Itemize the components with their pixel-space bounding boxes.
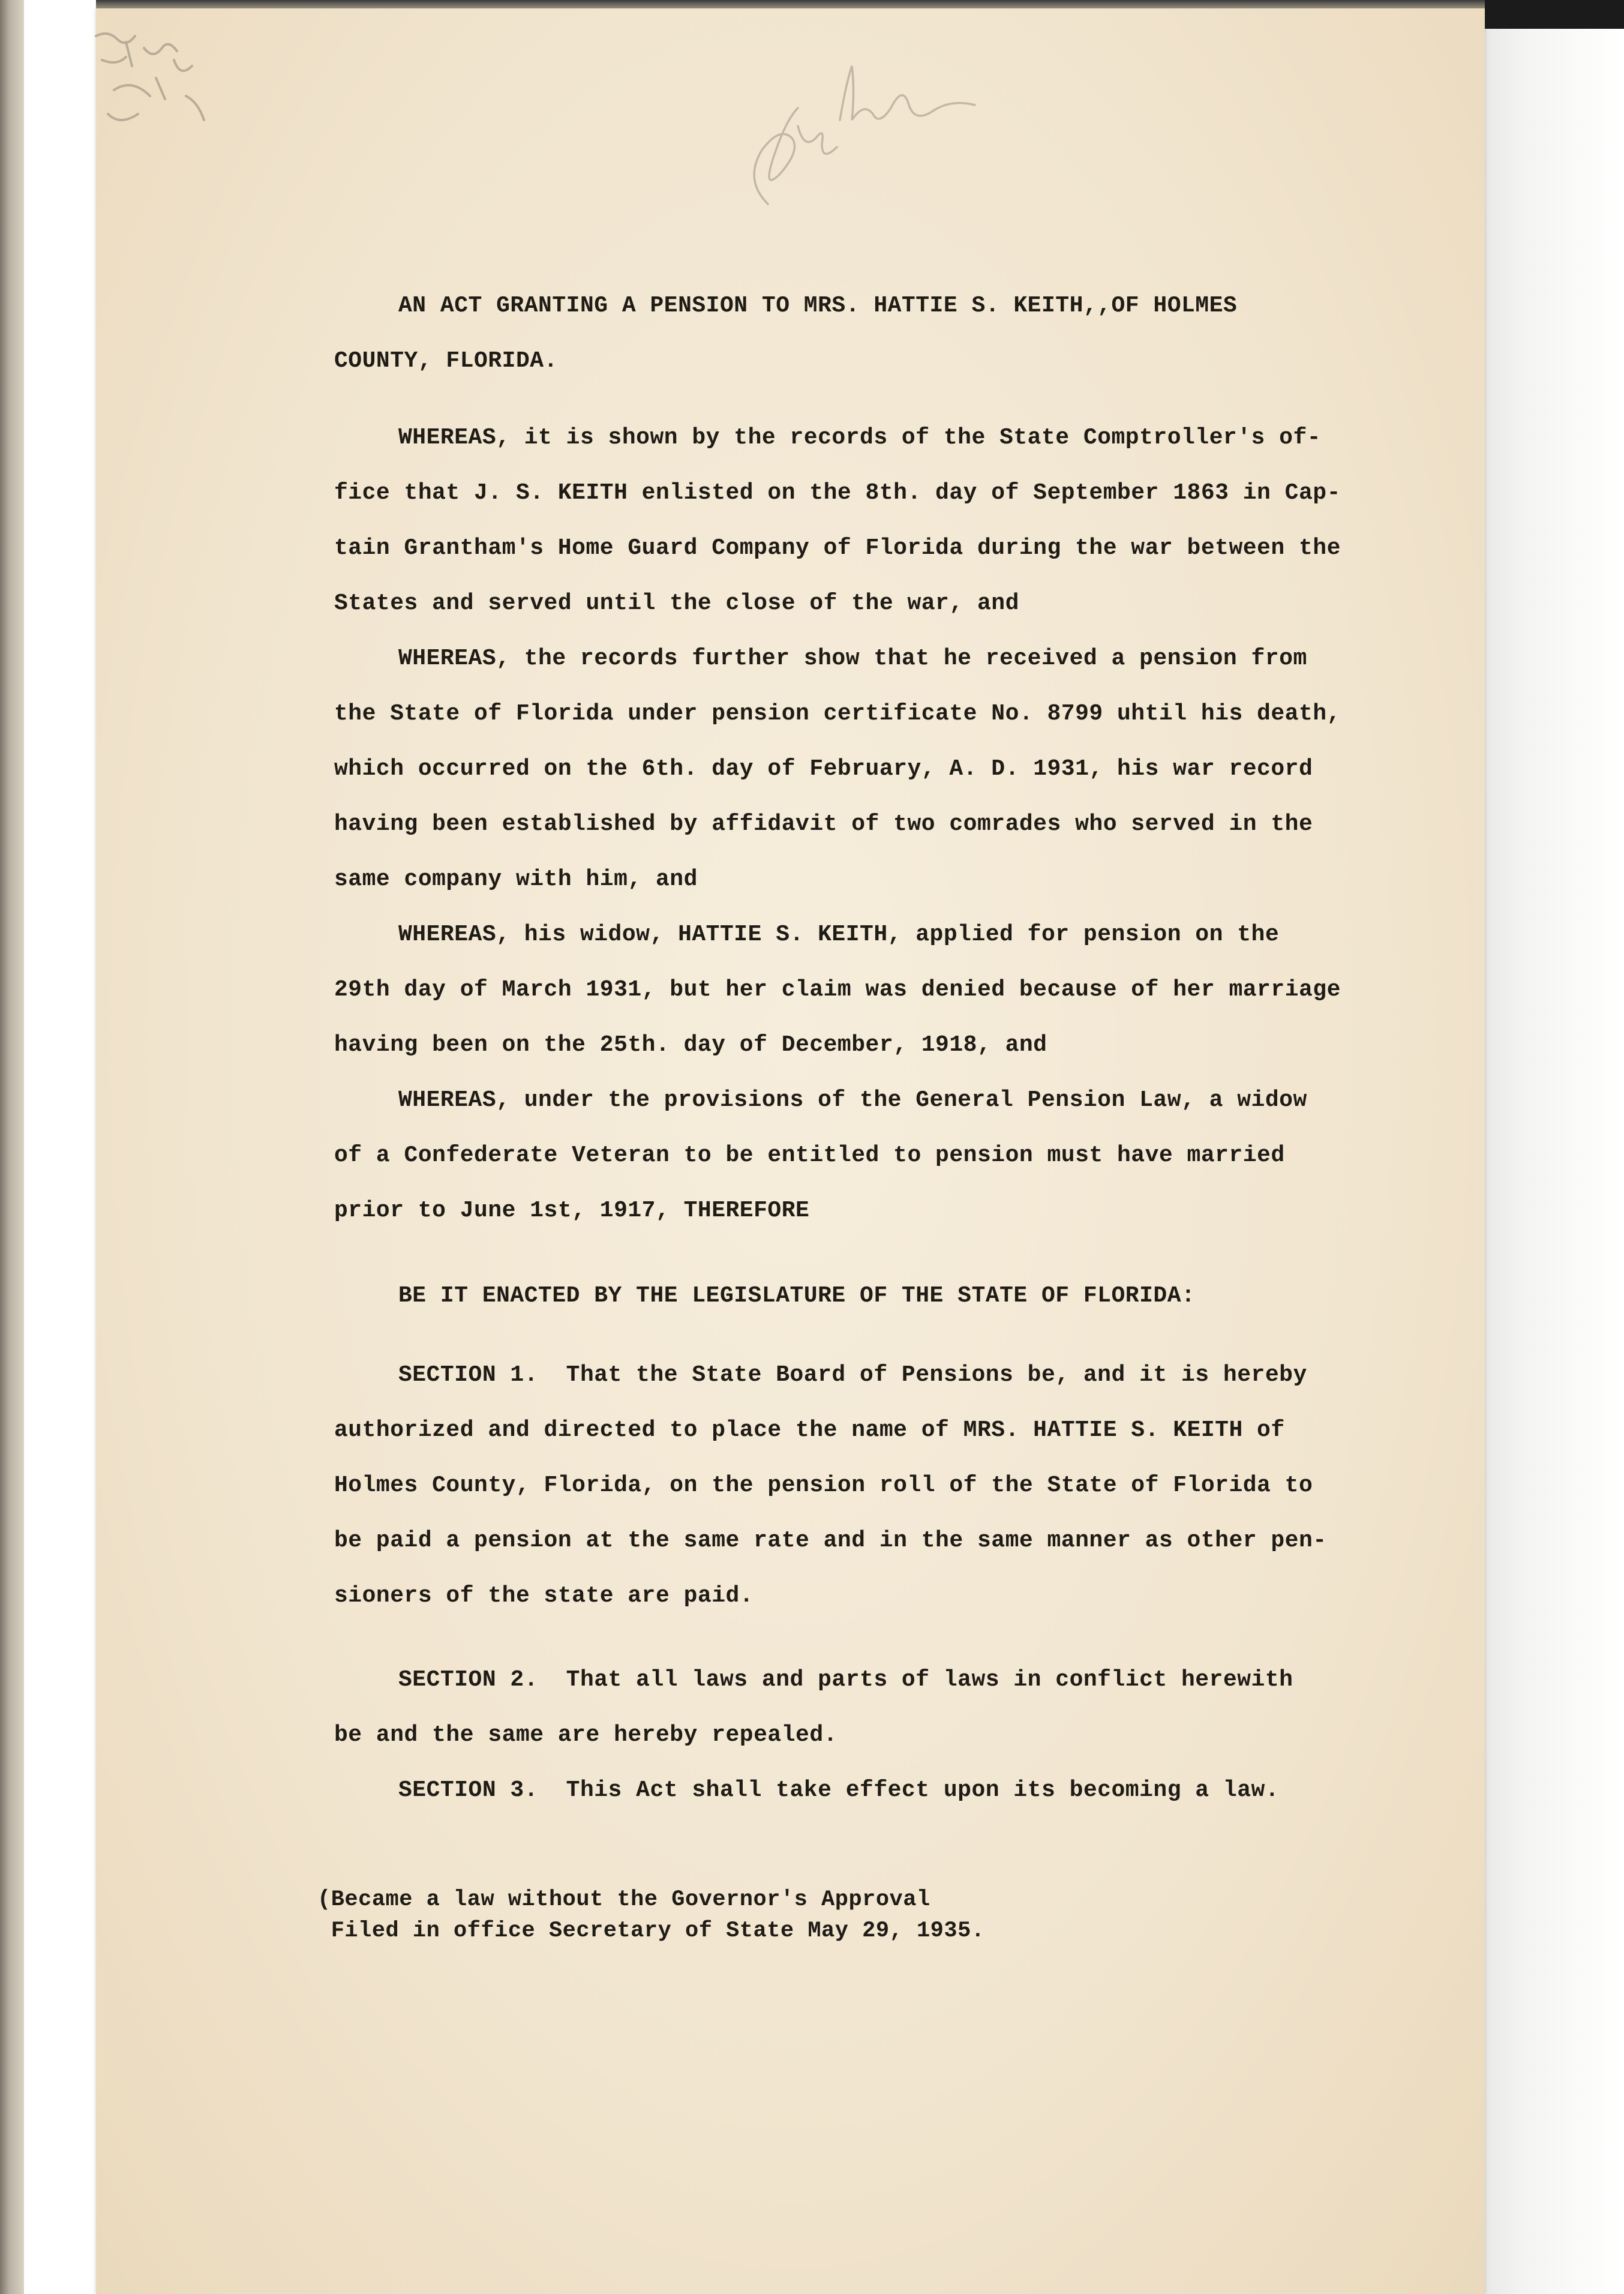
body-line-12: having been on the 25th. day of December, 1918, and [334, 1032, 1047, 1058]
body-line-8: having been established by affidavit of two comrades who served in the [334, 811, 1313, 837]
body-line-11: 29th day of March 1931, but her claim was denied because of her marriage [334, 977, 1341, 1003]
section-line-8: SECTION 3. This Act shall take effect upon its becoming a law. [398, 1777, 1280, 1803]
sheet-top-edge [96, 0, 1485, 8]
scanner-background [1482, 0, 1624, 2294]
filing-note-line-1: (Became a law without the Governor's Approval [317, 1887, 930, 1912]
act-title-line-2: COUNTY, FLORIDA. [334, 348, 558, 374]
section-line-5: sioners of the state are paid. [334, 1583, 754, 1609]
section-line-1: SECTION 1. That the State Board of Pensions be, and it is hereby [398, 1362, 1307, 1388]
body-line-5: WHEREAS, the records further show that he received a pension from [398, 646, 1307, 671]
body-line-2: fice that J. S. KEITH enlisted on the 8th. day of September 1863 in Cap- [334, 480, 1341, 506]
pencil-annotation [720, 54, 1008, 210]
section-line-3: Holmes County, Florida, on the pension roll of the State of Florida to [334, 1473, 1313, 1498]
section-line-6: SECTION 2. That all laws and parts of laws in conflict herewith [398, 1667, 1293, 1693]
body-line-14: of a Confederate Veteran to be entitled to pension must have married [334, 1142, 1285, 1168]
filing-note-line-2: Filed in office Secretary of State May 29, 1935. [317, 1918, 985, 1944]
body-line-3: tain Grantham's Home Guard Company of Florida during the war between the [334, 535, 1341, 561]
body-line-10: WHEREAS, his widow, HATTIE S. KEITH, applied for pension on the [398, 922, 1280, 947]
section-line-7: be and the same are hereby repealed. [334, 1722, 837, 1748]
section-line-4: be paid a pension at the same rate and in the same manner as other pen- [334, 1528, 1327, 1554]
act-title-line-1: AN ACT GRANTING A PENSION TO MRS. HATTIE S. KEITH,,OF HOLMES [398, 293, 1238, 319]
corner-pencil-marks [90, 24, 270, 162]
body-line-7: which occurred on the 6th. day of February, A. D. 1931, his war record [334, 756, 1313, 782]
body-line-4: States and served until the close of the war, and [334, 590, 1019, 616]
body-line-9: same company with him, and [334, 866, 698, 892]
body-line-13: WHEREAS, under the provisions of the General Pension Law, a widow [398, 1087, 1307, 1113]
body-line-1: WHEREAS, it is shown by the records of the State Comptroller's of- [398, 425, 1322, 451]
binding-edge [0, 0, 24, 2294]
body-line-6: the State of Florida under pension certificate No. 8799 uhtil his death, [334, 701, 1341, 727]
enacting-clause: BE IT ENACTED BY THE LEGISLATURE OF THE STATE OF FLORIDA: [398, 1283, 1196, 1309]
body-line-15: prior to June 1st, 1917, THEREFORE [334, 1198, 810, 1224]
section-line-2: authorized and directed to place the name of MRS. HATTIE S. KEITH of [334, 1417, 1285, 1443]
